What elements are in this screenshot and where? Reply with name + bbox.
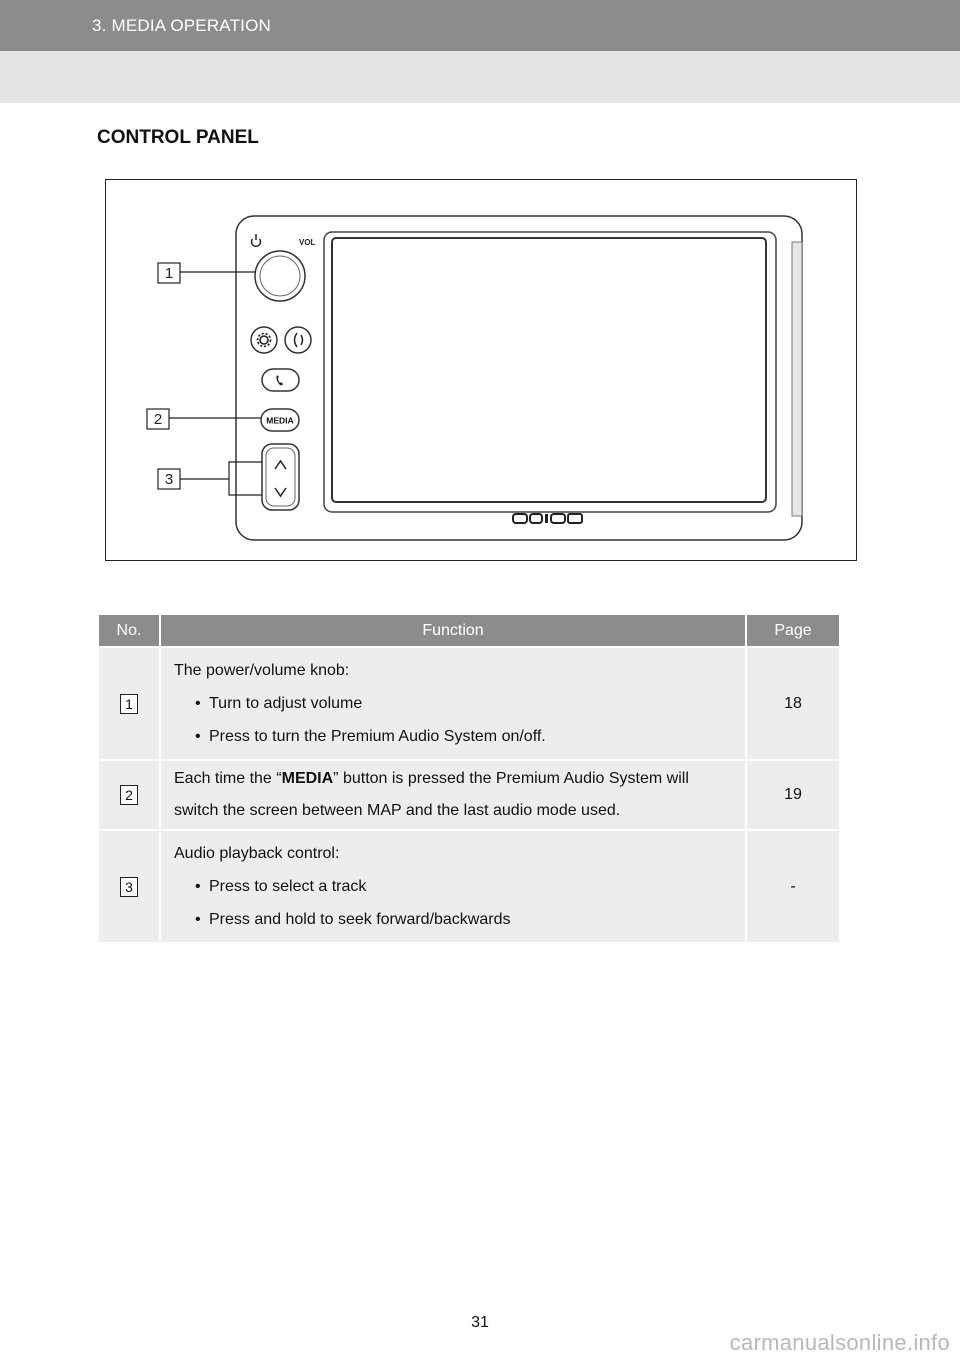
callout-1-label: 1 [164,265,174,282]
table-row [99,760,839,830]
table-row [99,830,839,942]
table-row [99,647,839,760]
page-cell: 19 [746,760,839,830]
display-screen [332,238,766,502]
row-number-cell [99,760,160,830]
media-button-label: MEDIA [266,415,294,426]
header-function: Function [160,615,746,647]
callout-2-label: 2 [153,411,163,428]
section-subheader-band [0,51,960,103]
row-number-box: 3 [120,877,138,897]
control-panel-illustration [106,180,858,562]
vol-label: VOL [299,238,316,247]
page-cell: 18 [746,647,839,760]
function-table [99,615,839,942]
page-cell: - [746,830,839,942]
setup-button [251,327,277,353]
header-no: No. [99,615,160,647]
row-number-box: 2 [120,785,138,805]
control-panel-figure [105,179,857,561]
page-title: CONTROL PANEL [97,127,259,148]
watermark: carmanualsonline.info [729,1330,950,1355]
section-header-bar [0,0,960,51]
function-cell [160,830,746,942]
function-text-after: ” button is pressed the Premium Audio System will switch the screen between MAP and the last audio mode used. [174,770,689,819]
unit-right-edge [792,242,802,516]
power-volume-knob-inner [260,256,300,296]
function-bullets [174,870,735,936]
function-bullets [174,687,735,753]
voice-button [285,327,311,353]
bullet-item: • Press to turn the Premium Audio System on/off. [209,720,735,753]
row-number-cell [99,830,160,942]
bullet-item: • Press and hold to seek forward/backwards [209,903,735,936]
table-header-row [99,615,839,647]
function-cell [160,647,746,760]
section-header-title: 3. MEDIA OPERATION [92,16,271,35]
function-cell [160,760,746,830]
header-page: Page [746,615,839,647]
page-number: 31 [471,1314,489,1331]
bullet-item: • Press to select a track [209,870,735,903]
media-term: MEDIA [281,770,334,787]
callout-3-label: 3 [164,471,174,488]
function-intro: Audio playback control: [174,845,340,862]
row-number-box: 1 [120,694,138,714]
phone-button [262,369,299,391]
function-intro: The power/volume knob: [174,662,350,679]
bullet-item: • Turn to adjust volume [209,687,735,720]
row-number-cell [99,647,160,760]
function-text-before: Each time the “ [174,770,282,787]
